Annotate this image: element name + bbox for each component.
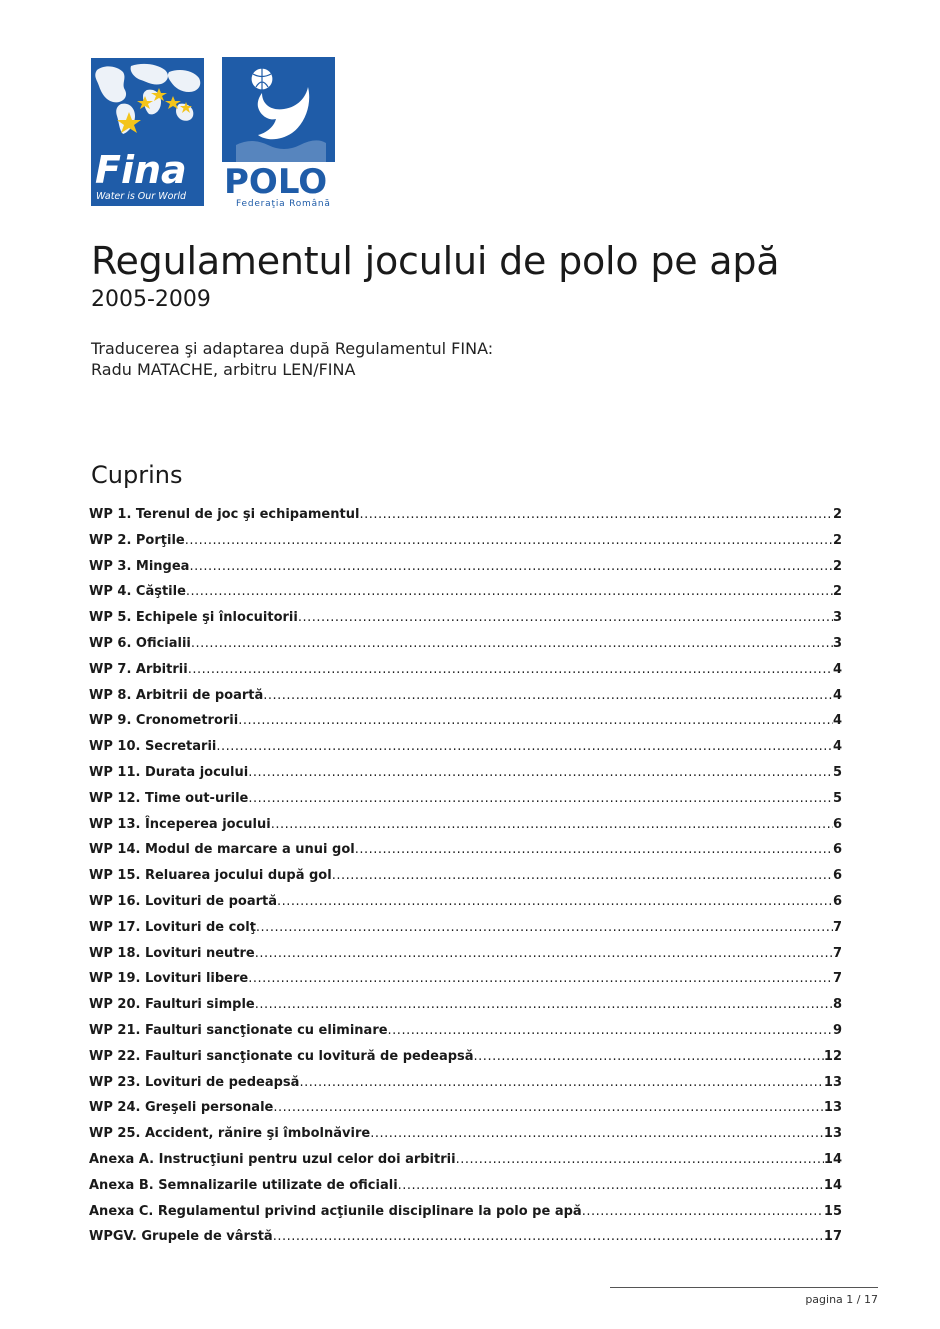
toc-entry-label: WPGV. Grupele de vârstă [89,1229,273,1245]
polo-logo [222,57,335,209]
toc-entry[interactable] [89,1178,842,1204]
toc-entry[interactable] [89,584,842,610]
toc-dot-leader [370,1126,824,1141]
toc-dot-leader [185,533,833,548]
toc-entry-page: 4 [832,739,842,755]
toc-entry-label: WP 8. Arbitrii de poartă [89,687,264,703]
toc-entry-page: 6 [832,893,842,909]
toc-dot-leader [255,946,833,961]
toc-entry-page: 4 [832,661,842,677]
toc-entry-page: 13 [823,1074,842,1090]
toc-entry-page: 17 [823,1229,842,1245]
footer-divider [610,1287,878,1288]
toc-entry-label: WP 2. Porţile [89,532,185,548]
polo-wordmark: POLO [224,162,328,202]
toc-dot-leader [359,507,833,522]
toc-dot-leader [216,739,833,754]
toc-dot-leader [355,842,833,857]
title-block [91,238,779,313]
toc-entry-label: WP 16. Lovituri de poartă [89,893,278,909]
toc-dot-leader [388,1023,833,1038]
toc-entry[interactable] [89,1152,842,1178]
toc-entry-label: Anexa C. Regulamentul privind acţiunile disciplinare la polo pe apă [89,1203,582,1219]
toc-entry-label: WP 25. Accident, rănire şi îmbolnăvire [89,1126,371,1142]
toc-dot-leader [248,765,833,780]
toc-entry-label: WP 19. Lovituri libere [89,971,249,987]
translation-credit-line-1: Traducerea şi adaptarea după Regulamentul FINA: [91,339,494,358]
toc-entry[interactable] [89,1126,842,1152]
toc-entry-label: WP 11. Durata jocului [89,764,249,780]
translation-credit [91,338,493,380]
toc-dot-leader [189,559,833,574]
toc-entry[interactable] [89,920,842,946]
toc-entry-label: WP 17. Lovituri de colţ [89,919,256,935]
toc-entry-label: WP 12. Time out-urile [89,790,249,806]
toc-entry-page: 15 [823,1203,842,1219]
toc-dot-leader [582,1204,824,1219]
toc-entry-page: 7 [832,919,842,935]
fina-wordmark: Fina [95,148,187,192]
toc-entry[interactable] [89,713,842,739]
document-years: 2005-2009 [91,287,211,312]
fina-logo [91,58,204,206]
toc-entry-label: WP 23. Lovituri de pedeapsă [89,1074,300,1090]
toc-entry-page: 13 [823,1126,842,1142]
toc-entry[interactable] [89,507,842,533]
toc-entry-page: 14 [823,1151,842,1167]
toc-entry[interactable] [89,610,842,636]
toc-entry-label: WP 22. Faulturi sancţionate cu lovitură de pedeapsă [89,1048,474,1064]
toc-entry-label: WP 3. Mingea [89,558,190,574]
toc-dot-leader [332,868,833,883]
toc-entry-label: WP 14. Modul de marcare a unui gol [89,842,355,858]
toc-entry[interactable] [89,636,842,662]
toc-entry-page: 9 [832,1022,842,1038]
toc-dot-leader [263,688,833,703]
page-number: pagina 1 / 17 [805,1293,878,1306]
toc-entry-page: 7 [832,971,842,987]
toc-entry-label: WP 6. Oficialii [89,635,191,651]
toc-entry[interactable] [89,739,842,765]
toc-entry-page: 5 [832,790,842,806]
toc-entry[interactable] [89,1023,842,1049]
toc-dot-leader [255,997,833,1012]
toc-entry-label: Anexa B. Semnalizarile utilizate de oficiali [89,1177,398,1193]
toc-entry[interactable] [89,842,842,868]
toc-entry-page: 4 [832,687,842,703]
toc-entry-label: WP 21. Faulturi sancţionate cu eliminare [89,1022,388,1038]
toc-entry-page: 2 [832,532,842,548]
toc-entry-label: WP 7. Arbitrii [89,661,188,677]
toc-entry[interactable] [89,894,842,920]
document-title: Regulamentul jocului de polo pe apă [91,239,780,283]
toc-dot-leader [273,1229,824,1244]
toc-entry[interactable] [89,791,842,817]
toc-entry-page: 6 [832,816,842,832]
toc-dot-leader [248,971,833,986]
toc-dot-leader [191,636,833,651]
toc-entry-page: 6 [832,842,842,858]
toc-heading: Cuprins [91,461,183,489]
toc-entry[interactable] [89,765,842,791]
toc-dot-leader [277,894,833,909]
toc-dot-leader [474,1049,824,1064]
toc-entry-page: 6 [832,868,842,884]
toc-entry-label: WP 15. Reluarea jocului după gol [89,868,332,884]
toc-entry[interactable] [89,1049,842,1075]
toc-entry-label: WP 20. Faulturi simple [89,997,255,1013]
polo-subtext: Federaţia Română [236,199,331,209]
translation-credit-line-2: Radu MATACHE, arbitru LEN/FINA [91,360,356,379]
toc-entry[interactable] [89,688,842,714]
toc-entry[interactable] [89,1075,842,1101]
toc-entry[interactable] [89,868,842,894]
toc-dot-leader [248,791,833,806]
toc-entry-label: Anexa A. Instrucţiuni pentru uzul celor doi arbitrii [89,1151,456,1167]
toc-entry-label: WP 1. Terenul de joc şi echipamentul [89,507,360,522]
table-of-contents [89,507,842,1255]
toc-entry[interactable] [89,533,842,559]
toc-entry-page: 3 [832,635,842,651]
toc-entry-label: WP 18. Lovituri neutre [89,945,255,961]
toc-entry-page: 4 [832,713,842,729]
toc-entry-page: 8 [832,997,842,1013]
toc-dot-leader [456,1152,824,1167]
toc-entry-page: 2 [832,507,842,522]
toc-entry-page: 14 [823,1177,842,1193]
fina-tagline: Water is Our World [96,191,187,202]
toc-entry-page: 12 [823,1048,842,1064]
toc-entry-label: WP 10. Secretarii [89,739,217,755]
toc-dot-leader [299,1075,823,1090]
toc-entry[interactable] [89,1229,842,1255]
toc-entry[interactable] [89,1100,842,1126]
toc-entry-page: 2 [832,584,842,600]
toc-entry-label: WP 9. Cronometrorii [89,713,239,729]
toc-entry-page: 7 [832,945,842,961]
toc-dot-leader [256,920,833,935]
toc-entry[interactable] [89,997,842,1023]
toc-entry-page: 5 [832,764,842,780]
toc-entry[interactable] [89,817,842,843]
toc-entry[interactable] [89,971,842,997]
toc-dot-leader [398,1178,824,1193]
toc-entry-page: 2 [832,558,842,574]
toc-entry-label: WP 13. Începerea jocului [89,816,271,832]
toc-dot-leader [186,584,833,599]
toc-entry-label: WP 24. Greşeli personale [89,1100,274,1116]
toc-entry-label: WP 5. Echipele şi înlocuitorii [89,610,298,626]
toc-entry[interactable] [89,946,842,972]
toc-dot-leader [298,610,833,625]
toc-dot-leader [273,1100,824,1115]
toc-dot-leader [238,713,833,728]
globe-icon [91,58,204,206]
toc-entry-page: 3 [832,610,842,626]
toc-entry-label: WP 4. Căştile [89,584,186,600]
water-polo-player-icon [222,57,335,209]
logos [91,57,351,209]
toc-entry-page: 13 [823,1100,842,1116]
toc-dot-leader [188,662,833,677]
toc-entry[interactable] [89,1204,842,1230]
toc-entry[interactable] [89,662,842,688]
toc-entry[interactable] [89,559,842,585]
toc-dot-leader [271,817,833,832]
